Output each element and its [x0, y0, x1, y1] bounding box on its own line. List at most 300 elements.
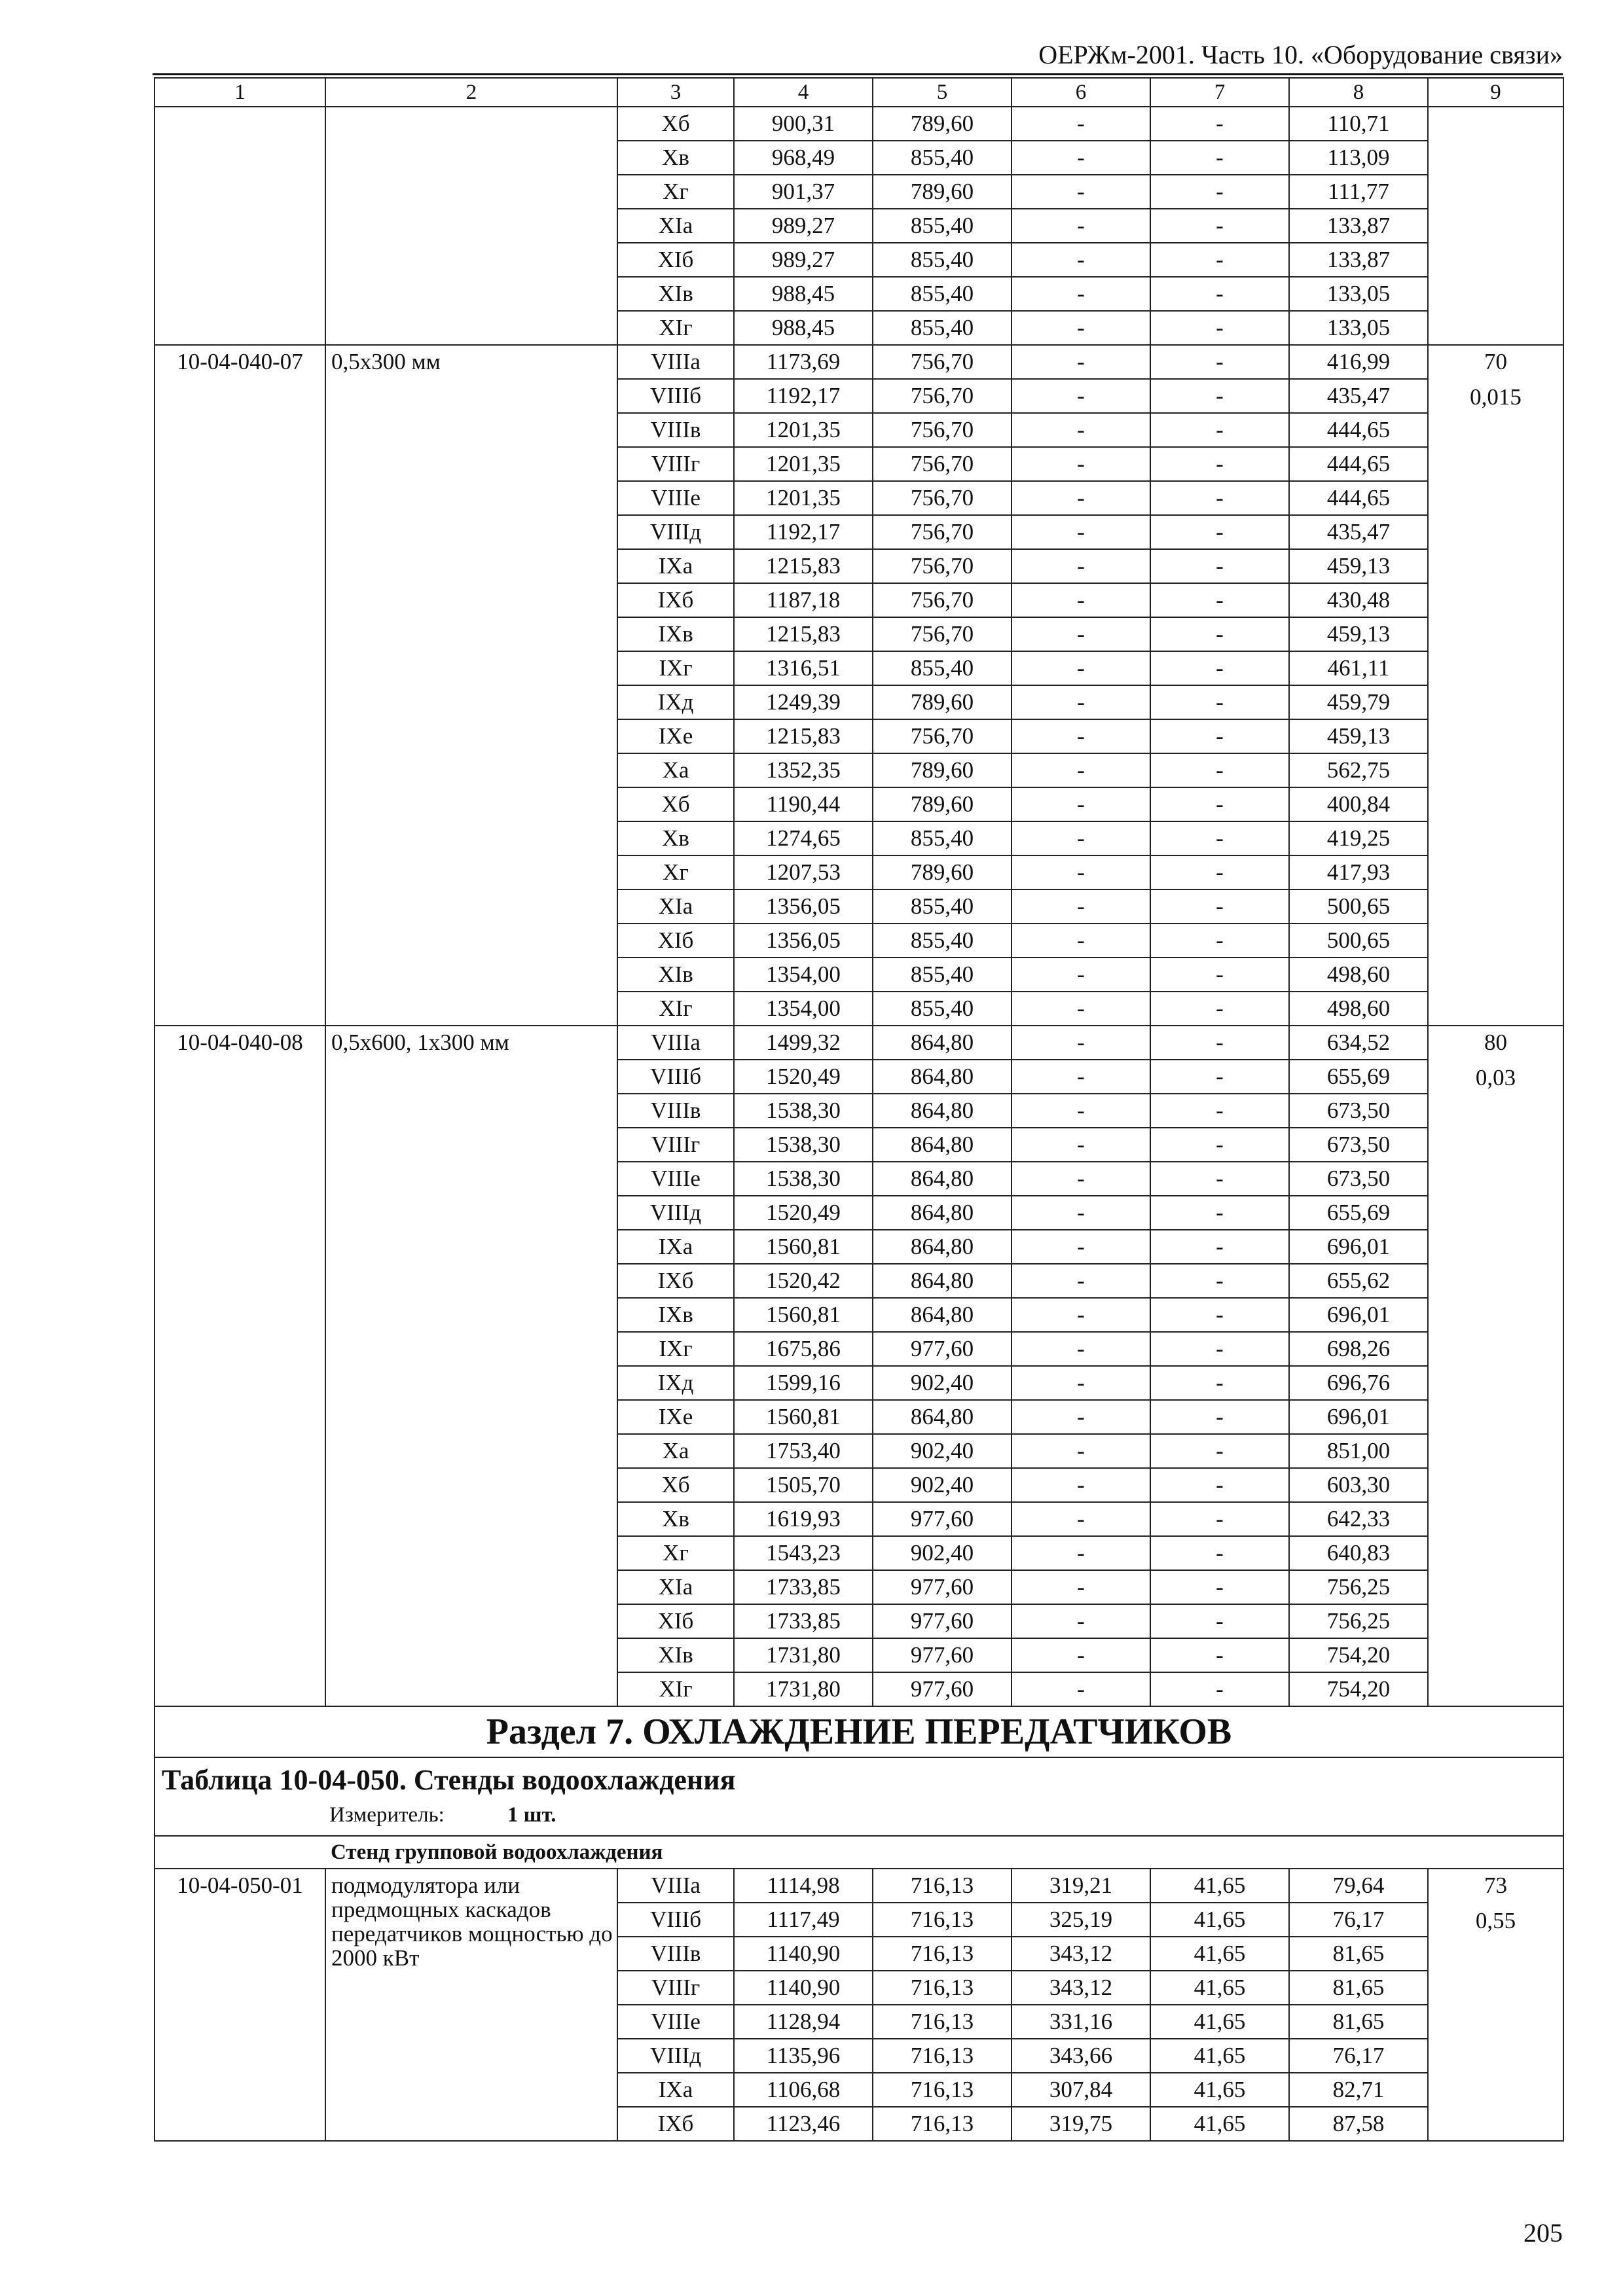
table-cell: XIг	[617, 1672, 734, 1706]
table-cell: 1190,44	[734, 787, 873, 821]
table-cell: 325,19	[1012, 1903, 1150, 1937]
table-cell: 640,83	[1289, 1536, 1428, 1570]
table-cell: 864,80	[873, 1264, 1012, 1298]
table-cell: 1560,81	[734, 1400, 873, 1434]
table-cell: 855,40	[873, 277, 1012, 311]
table-cell: -	[1012, 311, 1150, 345]
table-cell: 133,05	[1289, 311, 1428, 345]
table-cell: 1192,17	[734, 515, 873, 549]
table-cell: 756,25	[1289, 1570, 1428, 1604]
table-cell: 459,13	[1289, 549, 1428, 583]
table-cell: -	[1012, 209, 1150, 243]
table-cell: 498,60	[1289, 992, 1428, 1026]
table-cell: 901,37	[734, 175, 873, 209]
table-cell: VIIIб	[617, 379, 734, 413]
table-cell: 1201,35	[734, 447, 873, 481]
table-row	[155, 1026, 1563, 1060]
column-number: 8	[1289, 78, 1428, 107]
table-cell: -	[1012, 651, 1150, 685]
table-cell: -	[1012, 924, 1150, 958]
table-cell: -	[1150, 379, 1289, 413]
table-cell: XIв	[617, 1638, 734, 1672]
table-cell: 789,60	[873, 175, 1012, 209]
resource-cell	[1428, 1869, 1563, 2141]
table-cell: 500,65	[1289, 924, 1428, 958]
table-cell: 1753,40	[734, 1434, 873, 1468]
table-cell: VIIIа	[617, 1869, 734, 1903]
table-title: Таблица 10-04-050. Стенды водоохлаждения	[162, 1764, 736, 1796]
table-cell: -	[1012, 958, 1150, 992]
table-cell: -	[1012, 1264, 1150, 1298]
table-cell: -	[1012, 1434, 1150, 1468]
table-cell: 133,87	[1289, 243, 1428, 277]
rate-code: 10-04-050-01	[155, 1869, 325, 2141]
table-cell: -	[1150, 1434, 1289, 1468]
table-cell: 1215,83	[734, 549, 873, 583]
table-cell: 716,13	[873, 1971, 1012, 2005]
table-cell: Ха	[617, 1434, 734, 1468]
table-cell: 1499,32	[734, 1026, 873, 1060]
table-cell: 1505,70	[734, 1468, 873, 1502]
table-cell: 1538,30	[734, 1094, 873, 1128]
table-cell: 461,11	[1289, 651, 1428, 685]
table-cell: -	[1150, 107, 1289, 141]
table-cell: 864,80	[873, 1230, 1012, 1264]
table-cell: 1354,00	[734, 958, 873, 992]
table-cell: -	[1150, 311, 1289, 345]
table-cell: IXе	[617, 1400, 734, 1434]
table-cell: -	[1012, 1026, 1150, 1060]
table-cell: 343,12	[1012, 1971, 1150, 2005]
table-cell: -	[1012, 617, 1150, 651]
table-cell: -	[1012, 141, 1150, 175]
table-cell: -	[1150, 1162, 1289, 1196]
table-cell: -	[1012, 1570, 1150, 1604]
rate-name: 0,5х600, 1х300 мм	[325, 1026, 617, 1706]
table-cell: 855,40	[873, 958, 1012, 992]
column-number: 5	[873, 78, 1012, 107]
table-cell: 756,70	[873, 413, 1012, 447]
table-cell: 133,87	[1289, 209, 1428, 243]
table-cell: 756,70	[873, 481, 1012, 515]
table-cell: 634,52	[1289, 1026, 1428, 1060]
table-cell: 977,60	[873, 1570, 1012, 1604]
table-cell: -	[1150, 549, 1289, 583]
table-cell: -	[1150, 243, 1289, 277]
table-cell: 41,65	[1150, 2107, 1289, 2141]
table-cell: -	[1150, 1672, 1289, 1706]
resource-value: 0,55	[1475, 1908, 1516, 1933]
table-cell: 498,60	[1289, 958, 1428, 992]
table-cell: IXа	[617, 2073, 734, 2107]
table-cell: -	[1150, 1128, 1289, 1162]
table-cell: 989,27	[734, 243, 873, 277]
table-cell: -	[1012, 1502, 1150, 1536]
table-cell: 655,69	[1289, 1196, 1428, 1230]
table-cell: 716,13	[873, 1869, 1012, 1903]
table-cell: -	[1150, 583, 1289, 617]
table-cell: 789,60	[873, 855, 1012, 889]
table-cell: 696,01	[1289, 1400, 1428, 1434]
table-cell: Хб	[617, 107, 734, 141]
resource-value: 73	[1484, 1873, 1507, 1898]
table-cell: 81,65	[1289, 1937, 1428, 1971]
table-cell: 81,65	[1289, 1971, 1428, 2005]
table-cell: -	[1150, 1026, 1289, 1060]
table-cell: 1140,90	[734, 1971, 873, 2005]
table-cell: 1215,83	[734, 719, 873, 753]
resource-value: 70	[1484, 349, 1507, 374]
table-row	[155, 107, 1563, 141]
table-row	[155, 1869, 1563, 1903]
table-cell: -	[1012, 243, 1150, 277]
table-cell: Хг	[617, 855, 734, 889]
table-cell: VIIIв	[617, 1937, 734, 1971]
table-cell: 988,45	[734, 311, 873, 345]
table-cell: 864,80	[873, 1060, 1012, 1094]
table-cell: 977,60	[873, 1672, 1012, 1706]
table-cell: 562,75	[1289, 753, 1428, 787]
table-cell: Хб	[617, 1468, 734, 1502]
table-cell: 500,65	[1289, 889, 1428, 924]
table-cell: IXе	[617, 719, 734, 753]
table-cell: 756,70	[873, 515, 1012, 549]
table-cell: Хв	[617, 821, 734, 855]
table-cell: 754,20	[1289, 1638, 1428, 1672]
table-cell: -	[1150, 1536, 1289, 1570]
table-cell: 855,40	[873, 209, 1012, 243]
table-cell: 900,31	[734, 107, 873, 141]
table-cell: 1538,30	[734, 1162, 873, 1196]
table-cell: 1675,86	[734, 1332, 873, 1366]
table-cell: -	[1012, 1638, 1150, 1672]
table-cell: -	[1012, 1468, 1150, 1502]
table-cell: 1173,69	[734, 345, 873, 379]
table-cell: 1215,83	[734, 617, 873, 651]
table-cell: -	[1150, 1298, 1289, 1332]
table-cell: -	[1012, 1094, 1150, 1128]
column-number: 7	[1150, 78, 1289, 107]
table-cell: -	[1012, 583, 1150, 617]
table-cell: -	[1150, 719, 1289, 753]
table-cell: IXг	[617, 651, 734, 685]
table-cell: 1520,42	[734, 1264, 873, 1298]
rate-name: подмодулятора или предмощных каскадов передатчиков мощностью до 2000 кВт	[325, 1869, 617, 2141]
table-cell: 968,49	[734, 141, 873, 175]
table-cell: -	[1012, 481, 1150, 515]
table-cell: 1201,35	[734, 481, 873, 515]
table-cell: -	[1012, 1196, 1150, 1230]
table-cell: -	[1150, 1502, 1289, 1536]
table-cell: 989,27	[734, 209, 873, 243]
table-cell: XIв	[617, 277, 734, 311]
table-cell: 855,40	[873, 243, 1012, 277]
table-cell: XIб	[617, 1604, 734, 1638]
table-cell: IXб	[617, 1264, 734, 1298]
table-cell: 1114,98	[734, 1869, 873, 1903]
table-cell: 977,60	[873, 1638, 1012, 1672]
table-cell: 417,93	[1289, 855, 1428, 889]
table-cell: VIIIг	[617, 1971, 734, 2005]
table-cell: -	[1150, 141, 1289, 175]
table-cell: -	[1012, 992, 1150, 1026]
table-cell: -	[1150, 413, 1289, 447]
table-cell: -	[1012, 1298, 1150, 1332]
section-block	[155, 1706, 1563, 1869]
table-cell: -	[1150, 617, 1289, 651]
table-cell: 319,21	[1012, 1869, 1150, 1903]
rate-name: 0,5х300 мм	[325, 345, 617, 1026]
table-cell: 855,40	[873, 141, 1012, 175]
table-cell: 1249,39	[734, 685, 873, 719]
table-cell: 1123,46	[734, 2107, 873, 2141]
table-cell: 319,75	[1012, 2107, 1150, 2141]
table-cell: 716,13	[873, 1903, 1012, 1937]
table-cell: VIIIг	[617, 1128, 734, 1162]
section-title: Раздел 7. ОХЛАЖДЕНИЕ ПЕРЕДАТЧИКОВ	[155, 1706, 1563, 1757]
table-cell: 419,25	[1289, 821, 1428, 855]
table-cell: Хв	[617, 141, 734, 175]
table-cell: 1207,53	[734, 855, 873, 889]
table-cell: 81,65	[1289, 2005, 1428, 2039]
table-cell: 864,80	[873, 1196, 1012, 1230]
table-cell: -	[1012, 855, 1150, 889]
table-cell: 1619,93	[734, 1502, 873, 1536]
table-cell: -	[1150, 753, 1289, 787]
table-cell: 1274,65	[734, 821, 873, 855]
table-cell: -	[1150, 1366, 1289, 1400]
table-cell: 444,65	[1289, 447, 1428, 481]
table-cell: 855,40	[873, 992, 1012, 1026]
table-cell: 416,99	[1289, 345, 1428, 379]
table-cell: VIIIд	[617, 515, 734, 549]
table-cell: -	[1012, 277, 1150, 311]
table-cell: 655,62	[1289, 1264, 1428, 1298]
table-cell: VIIIд	[617, 1196, 734, 1230]
table-cell: VIIIб	[617, 1060, 734, 1094]
table-cell: 789,60	[873, 685, 1012, 719]
table-cell: 977,60	[873, 1604, 1012, 1638]
column-number: 2	[325, 78, 617, 107]
rate-code	[155, 107, 325, 345]
table-cell: 79,64	[1289, 1869, 1428, 1903]
rate-code: 10-04-040-07	[155, 345, 325, 1026]
table-cell: -	[1012, 787, 1150, 821]
table-cell: -	[1150, 1468, 1289, 1502]
table-cell: Хг	[617, 1536, 734, 1570]
table-cell: 855,40	[873, 651, 1012, 685]
table-cell: -	[1150, 787, 1289, 821]
table-cell: 977,60	[873, 1502, 1012, 1536]
table-cell: -	[1150, 821, 1289, 855]
table-cell: 1543,23	[734, 1536, 873, 1570]
table-cell: 864,80	[873, 1026, 1012, 1060]
table-cell: -	[1012, 1332, 1150, 1366]
column-number: 6	[1012, 78, 1150, 107]
table-cell: IXг	[617, 1332, 734, 1366]
table-cell: -	[1012, 175, 1150, 209]
rate-code: 10-04-040-08	[155, 1026, 325, 1706]
table-cell: XIв	[617, 958, 734, 992]
table-cell: 756,70	[873, 583, 1012, 617]
table-cell: -	[1150, 924, 1289, 958]
table-cell: -	[1150, 651, 1289, 685]
table-cell: 864,80	[873, 1128, 1012, 1162]
table-cell: 444,65	[1289, 413, 1428, 447]
table-cell: -	[1150, 1570, 1289, 1604]
table-cell: -	[1012, 719, 1150, 753]
table-cell: 41,65	[1150, 2039, 1289, 2073]
table-cell: XIа	[617, 889, 734, 924]
table-cell: 655,69	[1289, 1060, 1428, 1094]
resource-value: 0,03	[1475, 1065, 1516, 1090]
table-cell: 1356,05	[734, 924, 873, 958]
table-cell: 343,66	[1012, 2039, 1150, 2073]
table-cell: -	[1150, 209, 1289, 243]
table-cell: -	[1012, 107, 1150, 141]
table-cell: -	[1012, 889, 1150, 924]
table-subtitle: Стенд групповой водоохлаждения	[155, 1836, 1563, 1869]
table-cell: 343,12	[1012, 1937, 1150, 1971]
table-subtitle-row	[155, 1836, 1563, 1869]
resource-value: 80	[1484, 1030, 1507, 1055]
table-cell: 1599,16	[734, 1366, 873, 1400]
table-cell: 41,65	[1150, 1971, 1289, 2005]
table-cell: Ха	[617, 753, 734, 787]
table-cell: 855,40	[873, 924, 1012, 958]
table-cell: 716,13	[873, 2005, 1012, 2039]
table-cell: IXа	[617, 549, 734, 583]
table-cell: -	[1150, 685, 1289, 719]
table-cell: 603,30	[1289, 1468, 1428, 1502]
table-cell: -	[1150, 345, 1289, 379]
table-cell: VIIIд	[617, 2039, 734, 2073]
table-cell: -	[1012, 345, 1150, 379]
resource-cell	[1428, 107, 1563, 345]
table-cell: 855,40	[873, 311, 1012, 345]
table-cell: -	[1150, 855, 1289, 889]
column-number: 4	[734, 78, 873, 107]
section-title-row	[155, 1706, 1563, 1757]
table-cell: 41,65	[1150, 2005, 1289, 2039]
rate-name	[325, 107, 617, 345]
running-header: ОЕРЖм-2001. Часть 10. «Оборудование связи»	[1038, 40, 1563, 69]
table-cell: -	[1012, 1162, 1150, 1196]
table-cell: -	[1012, 685, 1150, 719]
table-cell: Хб	[617, 787, 734, 821]
page-number: 205	[1523, 2218, 1563, 2248]
table-cell: 756,70	[873, 447, 1012, 481]
table-cell: 902,40	[873, 1366, 1012, 1400]
table-cell: VIIIв	[617, 1094, 734, 1128]
measure-line	[155, 1797, 1563, 1830]
table-title-row	[155, 1757, 1563, 1836]
table-cell: 756,70	[873, 345, 1012, 379]
table-cell: 1733,85	[734, 1570, 873, 1604]
table-cell: 1106,68	[734, 2073, 873, 2107]
table-cell: IXб	[617, 583, 734, 617]
table-cell: 41,65	[1150, 1937, 1289, 1971]
table-cell: 1316,51	[734, 651, 873, 685]
table-cell: 113,09	[1289, 141, 1428, 175]
table-cell: 716,13	[873, 1937, 1012, 1971]
table-cell: 1201,35	[734, 413, 873, 447]
table-cell: -	[1012, 1366, 1150, 1400]
table-cell: -	[1150, 992, 1289, 1026]
table-cell: 756,70	[873, 617, 1012, 651]
table-cell: 756,70	[873, 719, 1012, 753]
table-cell: 1140,90	[734, 1937, 873, 1971]
table-cell: 756,25	[1289, 1604, 1428, 1638]
table-cell: 756,70	[873, 549, 1012, 583]
table-cell: -	[1150, 1638, 1289, 1672]
table-cell: 430,48	[1289, 583, 1428, 617]
table-cell: -	[1012, 447, 1150, 481]
table-cell: 673,50	[1289, 1162, 1428, 1196]
table-cell: IXв	[617, 617, 734, 651]
table-cell: -	[1150, 1400, 1289, 1434]
table-cell: 1520,49	[734, 1060, 873, 1094]
table-cell: -	[1012, 413, 1150, 447]
table-cell: IXд	[617, 685, 734, 719]
table-cell: 988,45	[734, 277, 873, 311]
table-cell: -	[1012, 515, 1150, 549]
table-cell: VIIIг	[617, 447, 734, 481]
table-cell: 696,01	[1289, 1298, 1428, 1332]
table-cell: 642,33	[1289, 1502, 1428, 1536]
table-cell: IXа	[617, 1230, 734, 1264]
table-body-part-2	[155, 1869, 1563, 2141]
table-cell: IXв	[617, 1298, 734, 1332]
table-cell: -	[1012, 1230, 1150, 1264]
table-cell: XIг	[617, 992, 734, 1026]
table-cell: 1538,30	[734, 1128, 873, 1162]
table-cell: 444,65	[1289, 481, 1428, 515]
table-cell: 864,80	[873, 1094, 1012, 1128]
table-cell: VIIIе	[617, 481, 734, 515]
resource-cell	[1428, 1026, 1563, 1706]
table-cell: 1733,85	[734, 1604, 873, 1638]
table-cell: 41,65	[1150, 1903, 1289, 1937]
table-cell: XIг	[617, 311, 734, 345]
table-cell: 864,80	[873, 1162, 1012, 1196]
table-title-cell	[155, 1757, 1563, 1836]
table-cell: -	[1150, 1094, 1289, 1128]
table-cell: 82,71	[1289, 2073, 1428, 2107]
table-cell: 76,17	[1289, 1903, 1428, 1937]
table-cell: -	[1150, 889, 1289, 924]
table-cell: 76,17	[1289, 2039, 1428, 2073]
table-cell: -	[1012, 1536, 1150, 1570]
table-cell: 696,76	[1289, 1366, 1428, 1400]
measure-label: Измеритель:	[329, 1803, 445, 1827]
table-cell: -	[1012, 1060, 1150, 1094]
table-cell: 435,47	[1289, 379, 1428, 413]
table-cell: 87,58	[1289, 2107, 1428, 2141]
rates-table-wrap	[154, 77, 1563, 2142]
table-cell: 1192,17	[734, 379, 873, 413]
table-cell: 864,80	[873, 1298, 1012, 1332]
table-cell: VIIIа	[617, 1026, 734, 1060]
table-cell: Хв	[617, 1502, 734, 1536]
table-cell: 673,50	[1289, 1094, 1428, 1128]
table-cell: XIа	[617, 209, 734, 243]
table-cell: -	[1012, 753, 1150, 787]
table-cell: 902,40	[873, 1536, 1012, 1570]
table-cell: -	[1150, 277, 1289, 311]
table-cell: 41,65	[1150, 1869, 1289, 1903]
table-cell: 696,01	[1289, 1230, 1428, 1264]
